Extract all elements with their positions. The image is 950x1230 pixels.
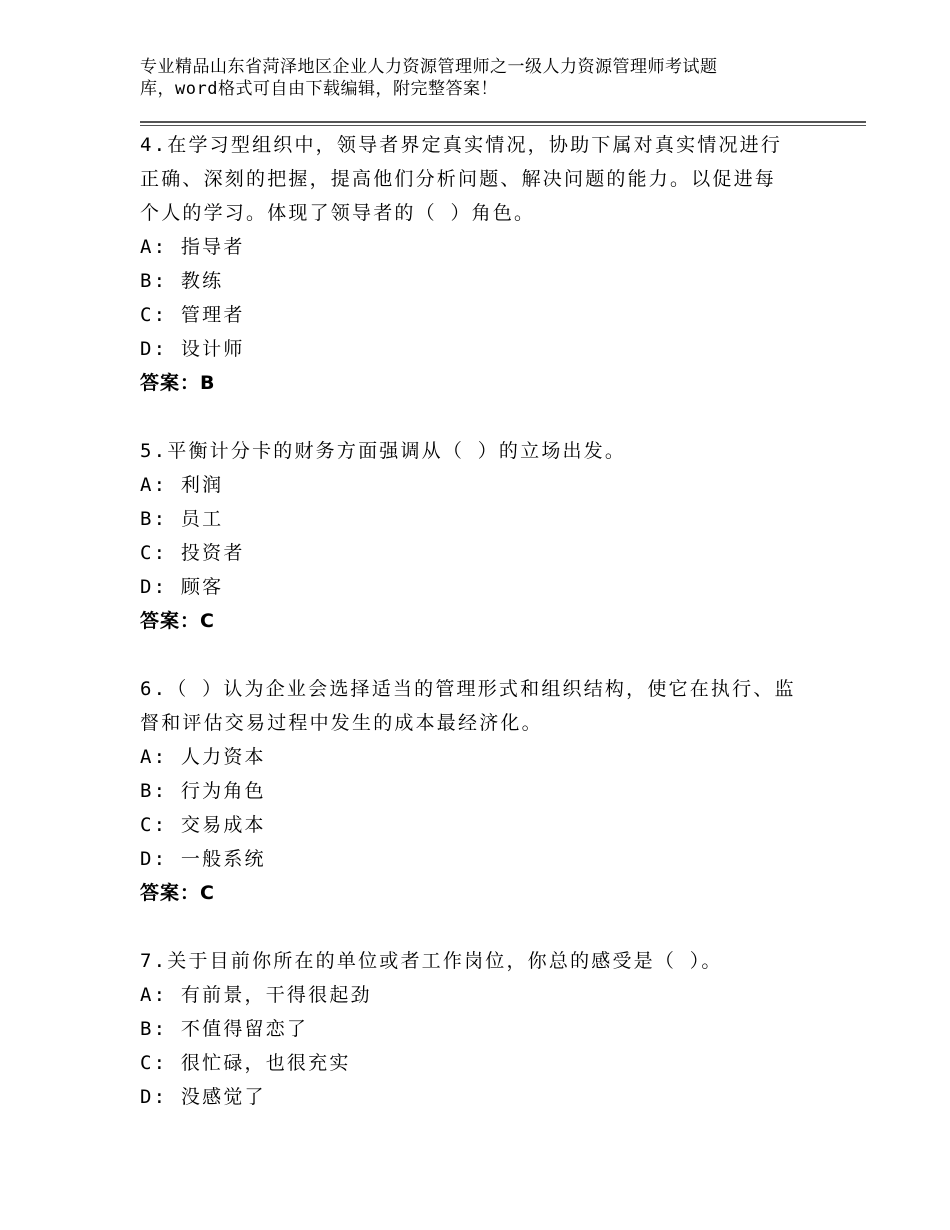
header-divider xyxy=(140,121,866,126)
option-b: B: 行为角色 xyxy=(140,780,266,802)
question-5 xyxy=(140,434,830,638)
question-stem-line: 个人的学习。体现了领导者的（ ）角色。 xyxy=(140,202,536,224)
option-a: A: 人力资本 xyxy=(140,746,266,768)
option-c: C: 投资者 xyxy=(140,542,245,564)
option-a: A: 利润 xyxy=(140,474,224,496)
option-c: C: 管理者 xyxy=(140,304,245,326)
question-stem-line: 6.（ ）认为企业会选择适当的管理形式和组织结构，使它在执行、监 xyxy=(140,678,796,700)
question-spacer xyxy=(140,638,830,672)
option-d: D: 没感觉了 xyxy=(140,1086,266,1108)
answer: 答案：C xyxy=(140,610,215,632)
question-list xyxy=(140,128,830,1114)
question-7 xyxy=(140,944,830,1114)
answer: 答案：B xyxy=(140,372,216,394)
question-4 xyxy=(140,128,830,400)
option-c: C: 很忙碌，也很充实 xyxy=(140,1052,351,1074)
option-a: A: 指导者 xyxy=(140,236,245,258)
question-stem-line: 5.平衡计分卡的财务方面强调从（ ）的立场出发。 xyxy=(140,440,627,462)
question-spacer xyxy=(140,910,830,944)
option-b: B: 不值得留恋了 xyxy=(140,1018,309,1040)
answer: 答案：C xyxy=(140,882,215,904)
document-header xyxy=(140,56,820,100)
question-spacer xyxy=(140,400,830,434)
question-stem-line: 正确、深刻的把握，提高他们分析问题、解决问题的能力。以促进每 xyxy=(140,168,777,190)
option-d: D: 一般系统 xyxy=(140,848,266,870)
option-b: B: 教练 xyxy=(140,270,224,292)
option-b: B: 员工 xyxy=(140,508,224,530)
option-d: D: 设计师 xyxy=(140,338,245,360)
question-stem-line: 7.关于目前你所在的单位或者工作岗位，你总的感受是（ ）。 xyxy=(140,950,723,972)
header-line-2: 库，word格式可自由下载编辑，附完整答案！ xyxy=(140,79,498,99)
option-d: D: 顾客 xyxy=(140,576,224,598)
question-stem-line: 督和评估交易过程中发生的成本最经济化。 xyxy=(140,712,543,734)
option-c: C: 交易成本 xyxy=(140,814,266,836)
question-stem-line: 4.在学习型组织中，领导者界定真实情况，协助下属对真实情况进行 xyxy=(140,134,783,156)
header-line-1: 专业精品山东省菏泽地区企业人力资源管理师之一级人力资源管理师考试题 xyxy=(140,57,718,77)
option-a: A: 有前景，干得很起劲 xyxy=(140,984,372,1006)
question-6 xyxy=(140,672,830,910)
